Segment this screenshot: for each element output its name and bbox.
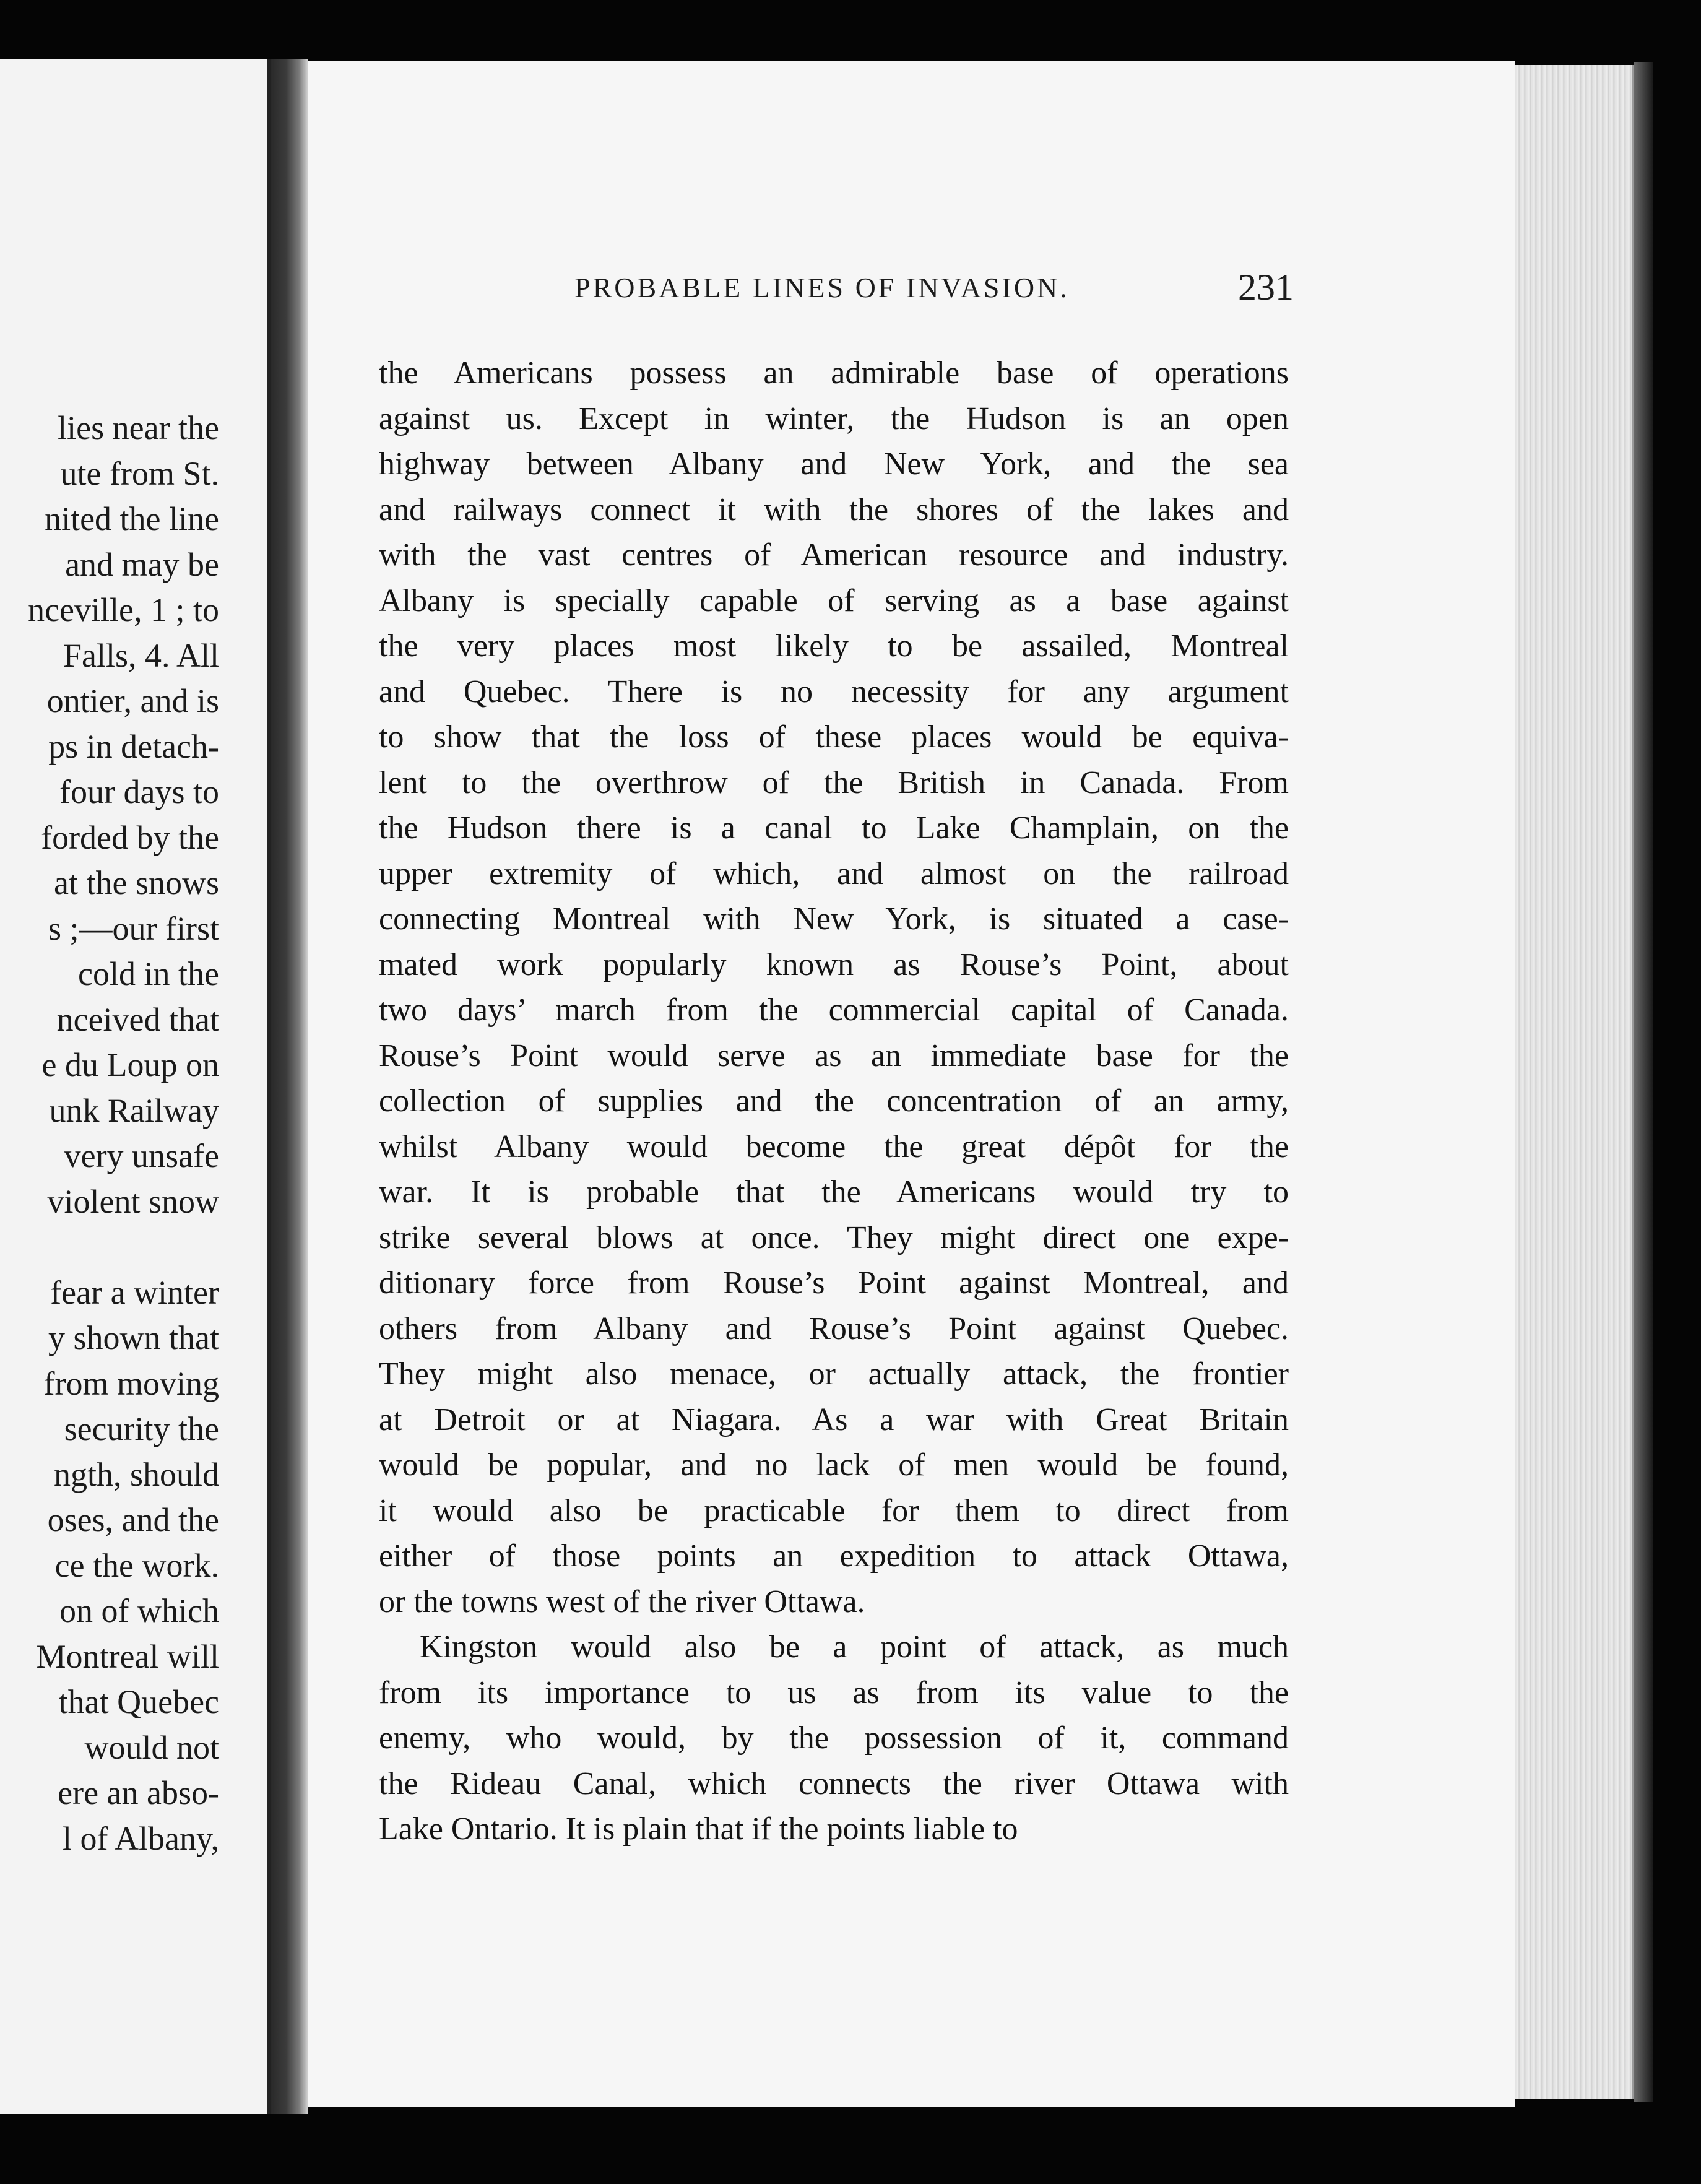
left-page-line: ce the work. xyxy=(54,1546,219,1584)
body-line: the Americans possess an admirable base of operations xyxy=(379,355,1289,391)
left-page-line: nited the line xyxy=(45,500,219,537)
body-line: lent to the overthrow of the British in Canada. From xyxy=(379,765,1289,800)
body-line: Lake Ontario. It is plain that if the points liable to xyxy=(379,1811,1018,1847)
left-page-line: ute from St. xyxy=(60,454,219,492)
left-page-line: ps in detach- xyxy=(48,727,219,765)
left-page-line xyxy=(28,1224,219,1270)
left-page-line: Montreal will xyxy=(36,1637,219,1675)
left-page-line: and may be xyxy=(65,545,219,583)
left-page-line: security the xyxy=(64,1410,219,1447)
body-line: highway between Albany and New York, and the sea xyxy=(379,446,1289,482)
left-page-line: that Quebec xyxy=(58,1683,219,1720)
body-line: at Detroit or at Niagara. As a war with Great Britain xyxy=(379,1402,1289,1437)
running-head xyxy=(574,266,1294,316)
left-page-line: l of Albany, xyxy=(63,1819,219,1857)
left-page-line: lies near the xyxy=(58,409,219,446)
body-line: mated work popularly known as Rouse’s Point, about xyxy=(379,947,1289,982)
body-line: enemy, who would, by the possession of it, command xyxy=(379,1720,1289,1756)
body-line: strike several blows at once. They might direct one expe- xyxy=(379,1220,1289,1255)
body-line: whilst Albany would become the great dépôt for the xyxy=(379,1129,1289,1164)
body-line: either of those points an expedition to attack Ottawa, xyxy=(379,1538,1289,1574)
body-line: upper extremity of which, and almost on the railroad xyxy=(379,856,1289,891)
body-line: Albany is specially capable of serving as a base against xyxy=(379,583,1289,618)
left-page-line: unk Railway xyxy=(49,1091,219,1129)
page-edges xyxy=(1515,65,1634,2099)
body-line: the very places most likely to be assailed, Montreal xyxy=(379,628,1289,664)
body-line: others from Albany and Rouse’s Point against Quebec. xyxy=(379,1311,1289,1346)
left-page-line: ontier, and is xyxy=(46,682,219,719)
left-page-line: nceville, 1 ; to xyxy=(28,591,219,628)
left-page-line: cold in the xyxy=(78,955,219,992)
left-page-line: four days to xyxy=(59,773,219,810)
left-page-line: ere an abso- xyxy=(58,1774,219,1811)
body-line: the Hudson there is a canal to Lake Champlain, on the xyxy=(379,810,1289,846)
left-page-line: s ;—our first xyxy=(48,909,219,947)
body-line: it would also be practicable for them to direct from xyxy=(379,1493,1289,1528)
left-page-line: nceived that xyxy=(56,1000,219,1038)
left-page-line: Falls, 4. All xyxy=(63,636,219,674)
left-page-line: forded by the xyxy=(41,818,219,856)
body-line: two days’ march from the commercial capital of Canada. xyxy=(379,992,1289,1028)
body-line: Rouse’s Point would serve as an immediate base for the xyxy=(379,1038,1289,1073)
running-title: PROBABLE LINES OF INVASION. xyxy=(574,272,1070,303)
body-line: against us. Except in winter, the Hudson is an open xyxy=(379,401,1289,436)
body-line: Kingston would also be a point of attack, as much xyxy=(420,1629,1289,1665)
page-number: 231 xyxy=(1238,267,1294,308)
body-line: war. It is probable that the Americans would try to xyxy=(379,1174,1289,1210)
left-page-line: very unsafe xyxy=(64,1137,219,1174)
left-page xyxy=(0,59,271,2114)
left-page-line: ngth, should xyxy=(53,1455,219,1493)
page-edges-shadow xyxy=(1634,62,1653,2102)
body-line: collection of supplies and the concentration of an army, xyxy=(379,1083,1289,1119)
body-line: to show that the loss of these places would be equiva- xyxy=(379,719,1289,755)
left-page-line: fear a winter xyxy=(50,1273,219,1311)
left-page-line: on of which xyxy=(59,1592,219,1629)
body-line: and Quebec. There is no necessity for any argument xyxy=(379,674,1289,709)
body-line: from its importance to us as from its value to the xyxy=(379,1675,1289,1710)
left-page-line: would not xyxy=(84,1728,219,1766)
body-line: the Rideau Canal, which connects the river Ottawa with xyxy=(379,1766,1289,1801)
left-page-line: from moving xyxy=(43,1364,219,1402)
body-line: connecting Montreal with New York, is situated a case- xyxy=(379,901,1289,937)
book-gutter xyxy=(271,59,308,2114)
left-page-line: violent snow xyxy=(47,1182,219,1220)
left-page-line: oses, and the xyxy=(47,1501,219,1538)
left-page-line: e du Loup on xyxy=(41,1046,219,1083)
left-page-line: at the snows xyxy=(54,864,219,901)
left-page-text xyxy=(28,405,219,1861)
body-text xyxy=(379,350,1289,1852)
body-line: with the vast centres of American resource and industry. xyxy=(379,537,1289,573)
body-line: They might also menace, or actually attack, the frontier xyxy=(379,1356,1289,1392)
body-line: or the towns west of the river Ottawa. xyxy=(379,1584,865,1619)
left-page-line: y shown that xyxy=(48,1319,219,1356)
body-line: ditionary force from Rouse’s Point against Montreal, and xyxy=(379,1265,1289,1301)
body-line: would be popular, and no lack of men would be found, xyxy=(379,1447,1289,1483)
body-line: and railways connect it with the shores of the lakes and xyxy=(379,492,1289,527)
